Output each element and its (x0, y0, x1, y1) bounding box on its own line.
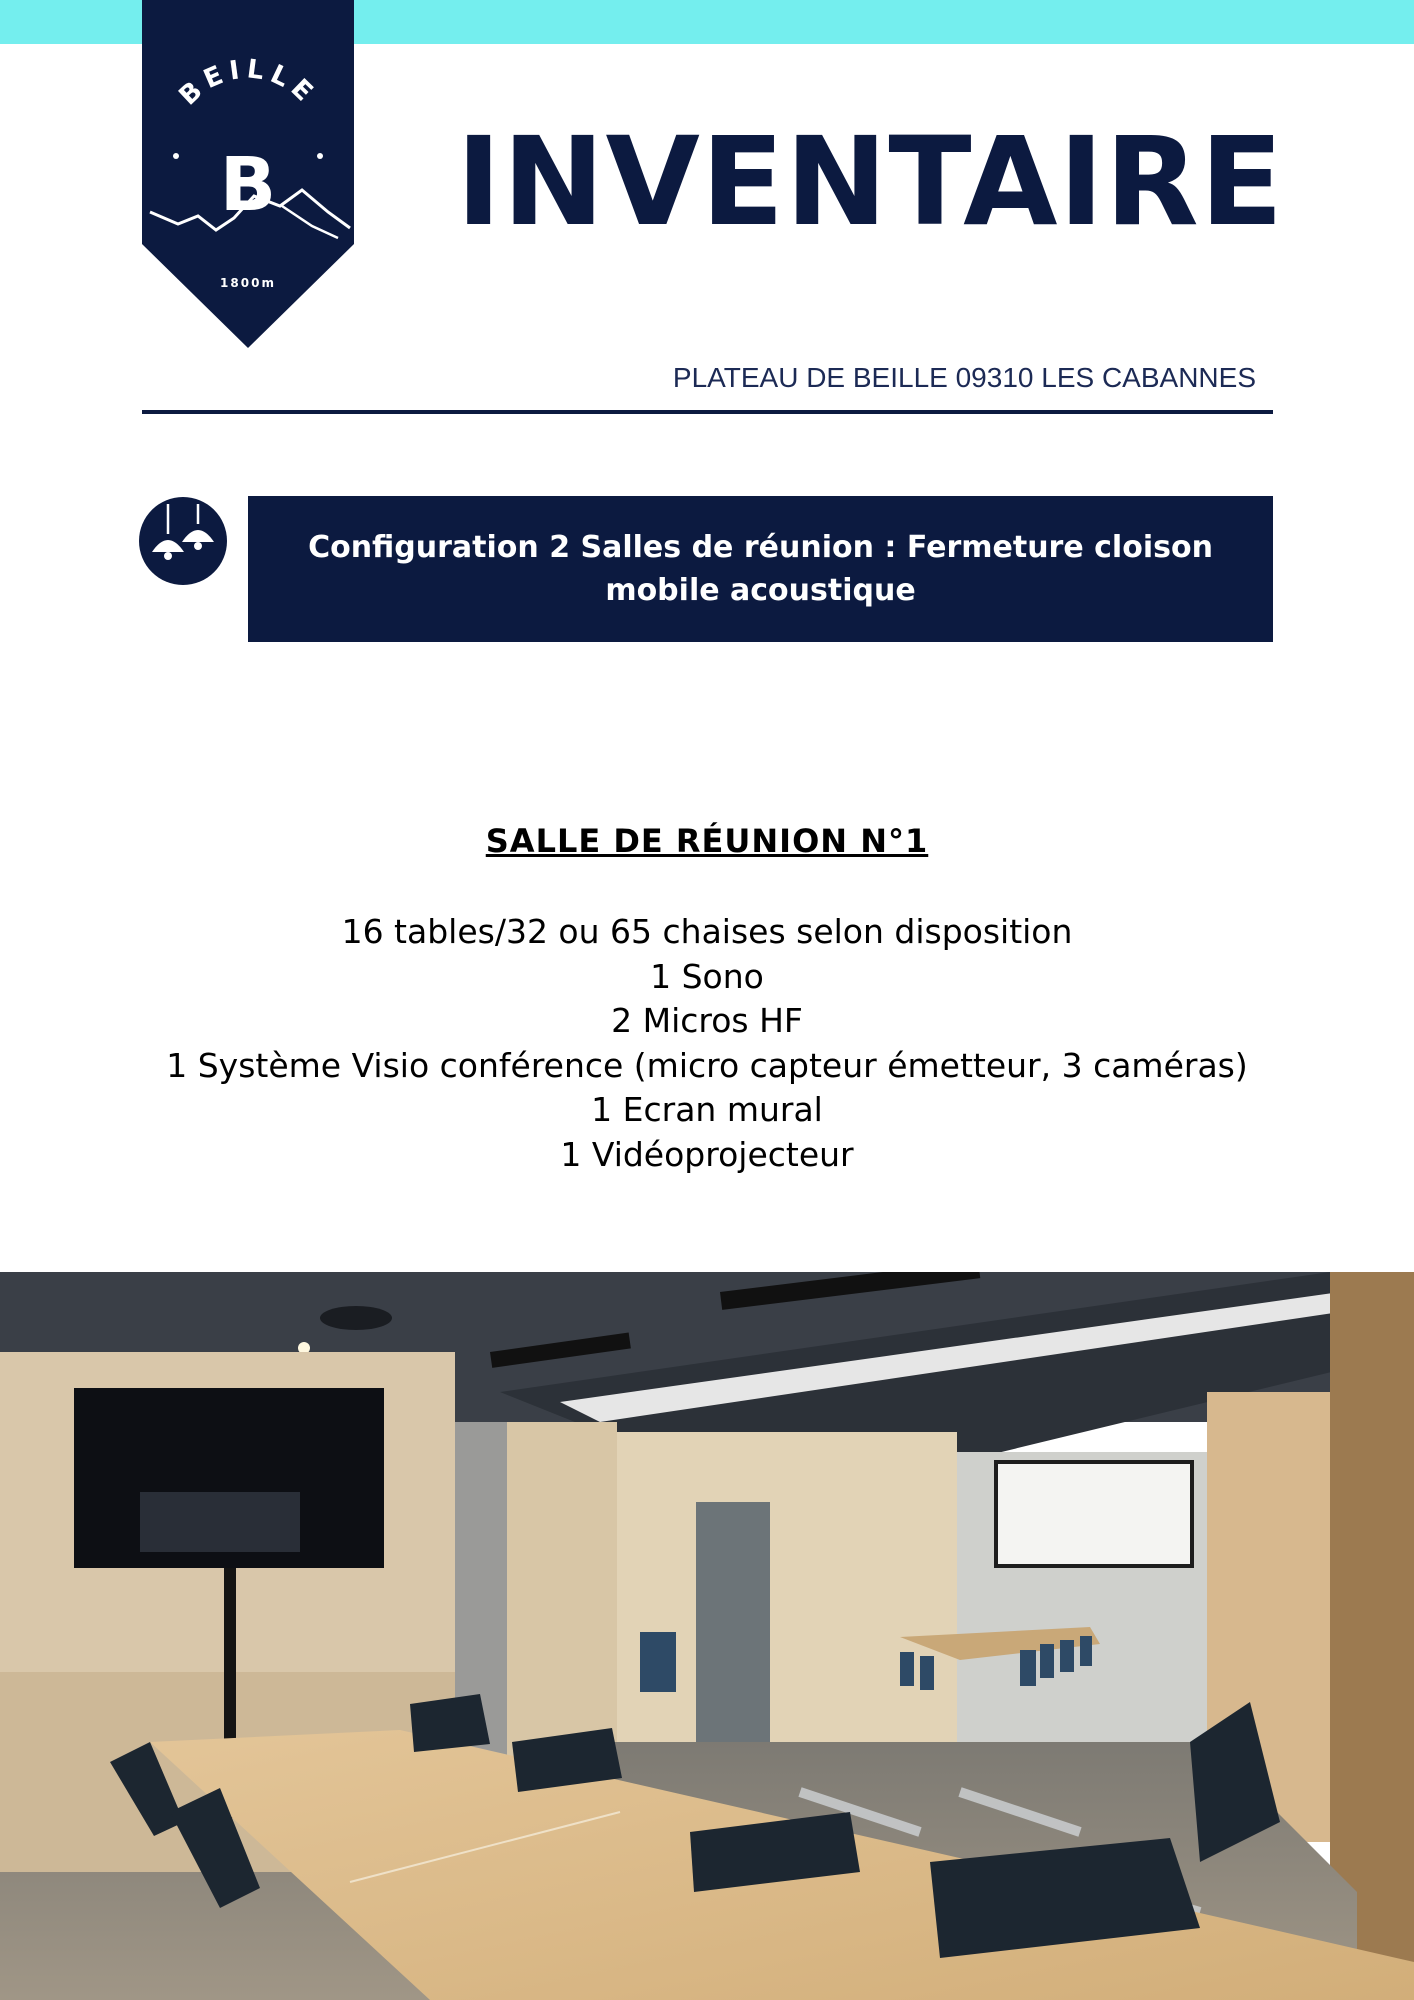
header-divider (142, 410, 1273, 414)
list-item: 1 Système Visio conférence (micro capteur émetteur, 3 caméras) (166, 1045, 1248, 1085)
logo-wordmark: BEILLE (173, 54, 323, 112)
ceiling-lamps-icon (138, 496, 228, 586)
logo-altitude: 1800m (220, 276, 276, 290)
list-item: 2 Micros HF (611, 1001, 803, 1040)
list-item: 1 Ecran mural (591, 1090, 823, 1129)
list-item: 1 Sono (650, 956, 764, 996)
equipment-list (0, 910, 1414, 1177)
list-item: 1 Vidéoprojecteur (560, 1134, 854, 1174)
beille-logo (142, 0, 354, 348)
meeting-room-photo (0, 1272, 1414, 2000)
room-title: SALLE DE RÉUNION N°1 (485, 822, 929, 860)
address-line: PLATEAU DE BEILLE 09310 LES CABANNES (672, 362, 1256, 393)
section-heading-banner: Configuration 2 Salles de réunion : Fermeture cloison mobile acoustique (248, 496, 1273, 642)
list-item: 16 tables/32 ou 65 chaises selon disposition (341, 912, 1073, 951)
logo-letter: B (219, 142, 277, 228)
page-title: INVENTAIRE (456, 111, 1285, 253)
